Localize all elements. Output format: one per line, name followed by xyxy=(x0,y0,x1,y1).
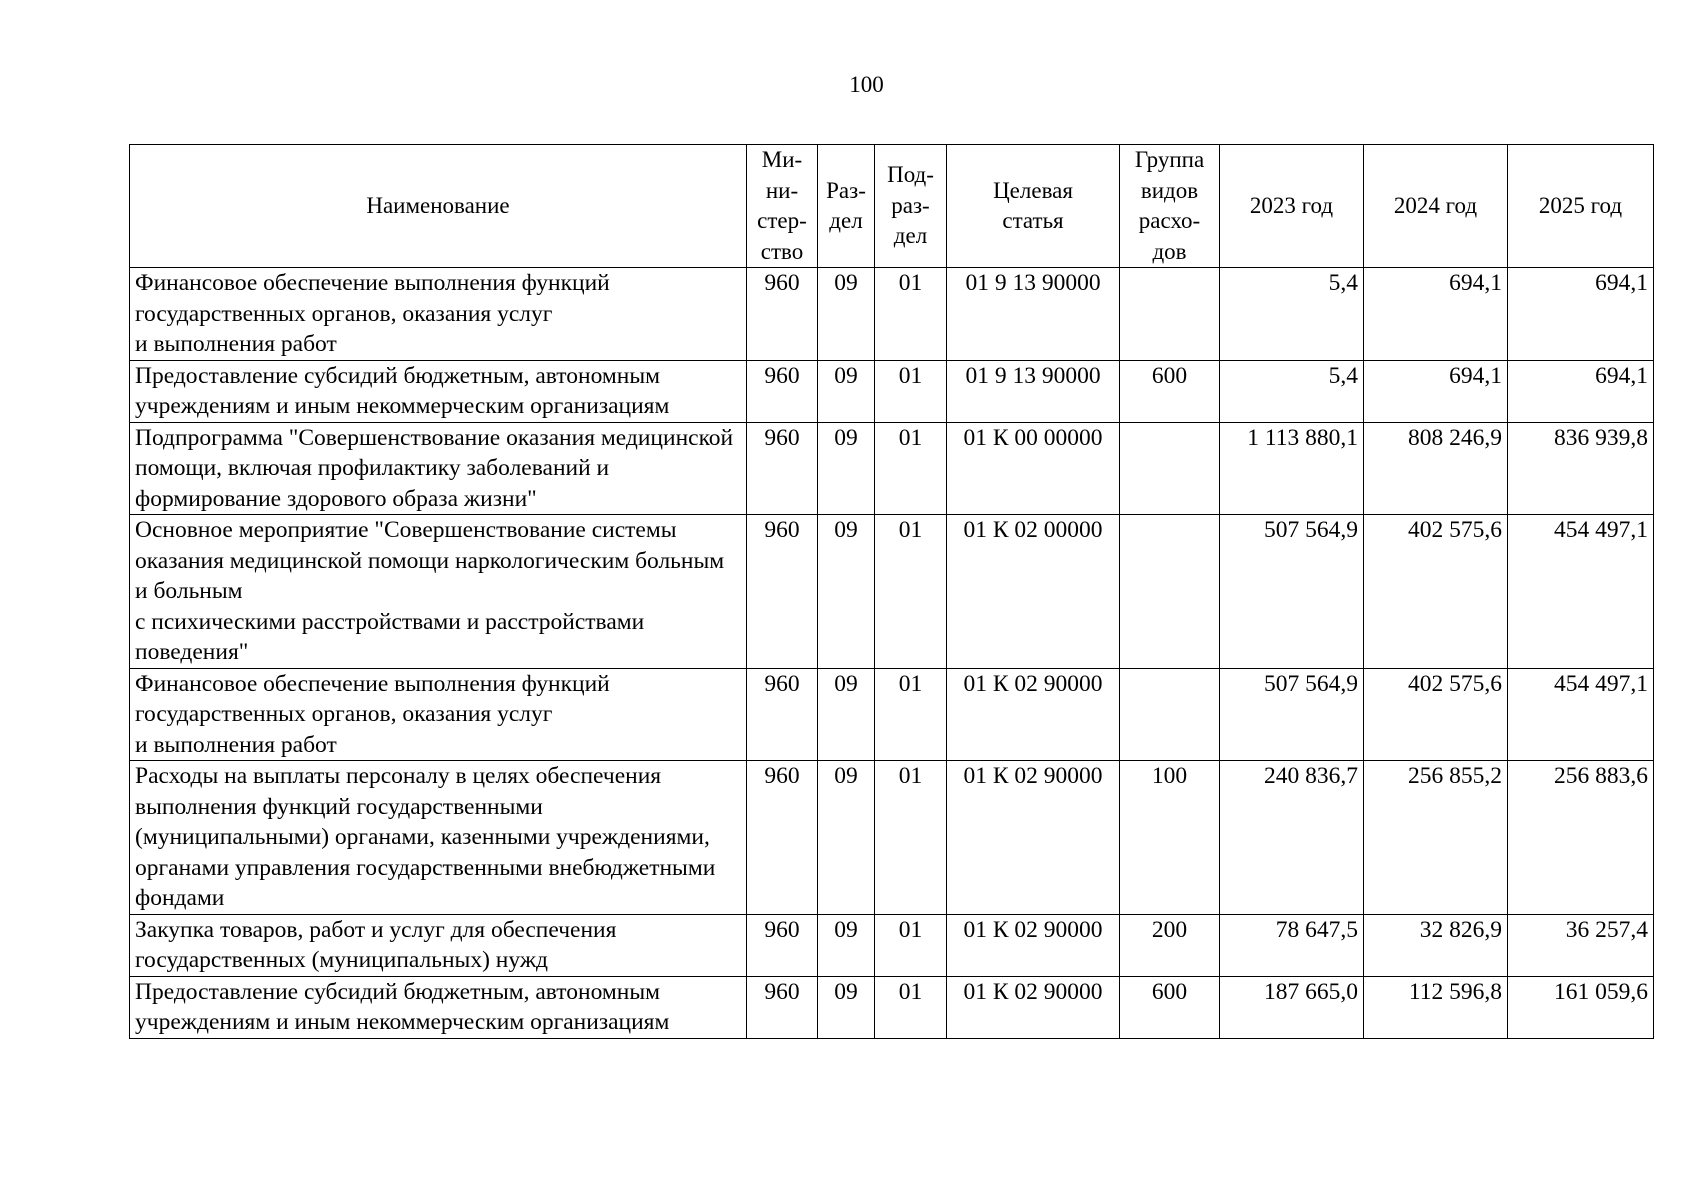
row-subsection: 01 xyxy=(875,515,947,669)
row-subsection: 01 xyxy=(875,914,947,976)
row-ministry: 960 xyxy=(747,914,818,976)
row-target-article: 01 К 00 00000 xyxy=(947,422,1120,515)
row-value-2024: 32 826,9 xyxy=(1364,914,1508,976)
row-value-2024: 402 575,6 xyxy=(1364,515,1508,669)
header-section-text: Раз- дел xyxy=(826,177,866,233)
row-value-2024: 112 596,8 xyxy=(1364,976,1508,1038)
row-value-2025: 161 059,6 xyxy=(1508,976,1654,1038)
row-section: 09 xyxy=(818,668,875,761)
row-expense-group: 600 xyxy=(1120,976,1220,1038)
row-subsection: 01 xyxy=(875,668,947,761)
row-section: 09 xyxy=(818,976,875,1038)
row-target-article: 01 К 02 90000 xyxy=(947,976,1120,1038)
row-name-text: Подпрограмма "Совершенствование оказания медицинской помощи, включая профилактику заболеваний и формирование здорового образа жизни" xyxy=(135,424,734,512)
row-value-2023: 187 665,0 xyxy=(1220,976,1364,1038)
row-expense-group xyxy=(1120,422,1220,515)
row-expense-group xyxy=(1120,515,1220,669)
row-value-2024: 256 855,2 xyxy=(1364,761,1508,915)
table-row xyxy=(130,668,1654,761)
budget-table xyxy=(129,144,1654,1039)
row-name-text: Основное мероприятие "Совершенствование системы оказания медицинской помощи наркологическим больным и больным с психическими расстройствами и расстройствами поведения" xyxy=(135,517,725,665)
table-row xyxy=(130,761,1654,915)
row-target-article: 01 9 13 90000 xyxy=(947,268,1120,361)
row-value-2023: 1 113 880,1 xyxy=(1220,422,1364,515)
row-section: 09 xyxy=(818,914,875,976)
row-name-text: Финансовое обеспечение выполнения функций государственных органов, оказания услуг и выполнения работ xyxy=(135,270,610,357)
row-name xyxy=(130,515,747,669)
row-subsection: 01 xyxy=(875,360,947,422)
header-2024: 2024 год xyxy=(1364,145,1508,268)
row-subsection: 01 xyxy=(875,268,947,361)
row-section: 09 xyxy=(818,268,875,361)
row-section: 09 xyxy=(818,422,875,515)
header-expense-group xyxy=(1120,145,1220,268)
row-value-2025: 694,1 xyxy=(1508,268,1654,361)
row-value-2023: 507 564,9 xyxy=(1220,668,1364,761)
row-name-text: Закупка товаров, работ и услуг для обеспечения государственных (муниципальных) нужд xyxy=(135,916,617,973)
row-value-2025: 454 497,1 xyxy=(1508,668,1654,761)
row-ministry: 960 xyxy=(747,360,818,422)
row-value-2025: 694,1 xyxy=(1508,360,1654,422)
row-value-2024: 694,1 xyxy=(1364,268,1508,361)
header-name: Наименование xyxy=(130,145,747,268)
row-ministry: 960 xyxy=(747,515,818,669)
header-2023: 2023 год xyxy=(1220,145,1364,268)
row-value-2023: 78 647,5 xyxy=(1220,914,1364,976)
header-ministry xyxy=(747,145,818,268)
header-subsection xyxy=(875,145,947,268)
row-subsection: 01 xyxy=(875,761,947,915)
row-name xyxy=(130,422,747,515)
header-target-article-text: Целевая статья xyxy=(993,177,1073,233)
table-row xyxy=(130,268,1654,361)
row-ministry: 960 xyxy=(747,668,818,761)
page-number: 100 xyxy=(849,72,884,97)
row-section: 09 xyxy=(818,515,875,669)
header-2025: 2025 год xyxy=(1508,145,1654,268)
row-target-article: 01 9 13 90000 xyxy=(947,360,1120,422)
table-row xyxy=(130,360,1654,422)
row-ministry: 960 xyxy=(747,422,818,515)
header-section xyxy=(818,145,875,268)
row-ministry: 960 xyxy=(747,976,818,1038)
row-value-2024: 402 575,6 xyxy=(1364,668,1508,761)
row-name xyxy=(130,360,747,422)
table-row xyxy=(130,914,1654,976)
row-expense-group: 600 xyxy=(1120,360,1220,422)
row-name-text: Предоставление субсидий бюджетным, автономным учреждениям и иным некоммерческим организациям xyxy=(135,978,670,1035)
row-name-text: Расходы на выплаты персоналу в целях обеспечения выполнения функций государственными (муниципальными) органами, казенными учреждениями, органами управления государственными внебюджетными фондами xyxy=(135,763,716,911)
row-target-article: 01 К 02 90000 xyxy=(947,761,1120,915)
row-target-article: 01 К 02 00000 xyxy=(947,515,1120,669)
row-ministry: 960 xyxy=(747,268,818,361)
row-target-article: 01 К 02 90000 xyxy=(947,668,1120,761)
row-name-text: Предоставление субсидий бюджетным, автономным учреждениям и иным некоммерческим организациям xyxy=(135,362,670,419)
row-expense-group xyxy=(1120,268,1220,361)
row-section: 09 xyxy=(818,360,875,422)
row-value-2025: 256 883,6 xyxy=(1508,761,1654,915)
row-subsection: 01 xyxy=(875,976,947,1038)
row-value-2023: 5,4 xyxy=(1220,360,1364,422)
table-row xyxy=(130,976,1654,1038)
row-value-2023: 507 564,9 xyxy=(1220,515,1364,669)
row-expense-group: 200 xyxy=(1120,914,1220,976)
row-value-2023: 240 836,7 xyxy=(1220,761,1364,915)
row-value-2024: 808 246,9 xyxy=(1364,422,1508,515)
row-ministry: 960 xyxy=(747,761,818,915)
row-value-2023: 5,4 xyxy=(1220,268,1364,361)
row-value-2025: 454 497,1 xyxy=(1508,515,1654,669)
table-body xyxy=(130,268,1654,1039)
table-row xyxy=(130,422,1654,515)
header-subsection-text: Под- раз- дел xyxy=(887,162,934,249)
table-header xyxy=(130,145,1654,268)
row-section: 09 xyxy=(818,761,875,915)
row-name xyxy=(130,761,747,915)
header-target-article xyxy=(947,145,1120,268)
row-name-text: Финансовое обеспечение выполнения функций государственных органов, оказания услуг и выполнения работ xyxy=(135,670,610,758)
row-subsection: 01 xyxy=(875,422,947,515)
row-expense-group: 100 xyxy=(1120,761,1220,915)
row-name xyxy=(130,914,747,976)
row-name xyxy=(130,976,747,1038)
row-value-2025: 836 939,8 xyxy=(1508,422,1654,515)
row-value-2024: 694,1 xyxy=(1364,360,1508,422)
row-value-2025: 36 257,4 xyxy=(1508,914,1654,976)
header-expense-group-text: Группа видов расхо- дов xyxy=(1134,147,1205,264)
header-ministry-text: Ми- ни- стер- ство xyxy=(757,147,807,264)
row-name xyxy=(130,268,747,361)
row-name xyxy=(130,668,747,761)
row-expense-group xyxy=(1120,668,1220,761)
table-row xyxy=(130,515,1654,669)
row-target-article: 01 К 02 90000 xyxy=(947,914,1120,976)
